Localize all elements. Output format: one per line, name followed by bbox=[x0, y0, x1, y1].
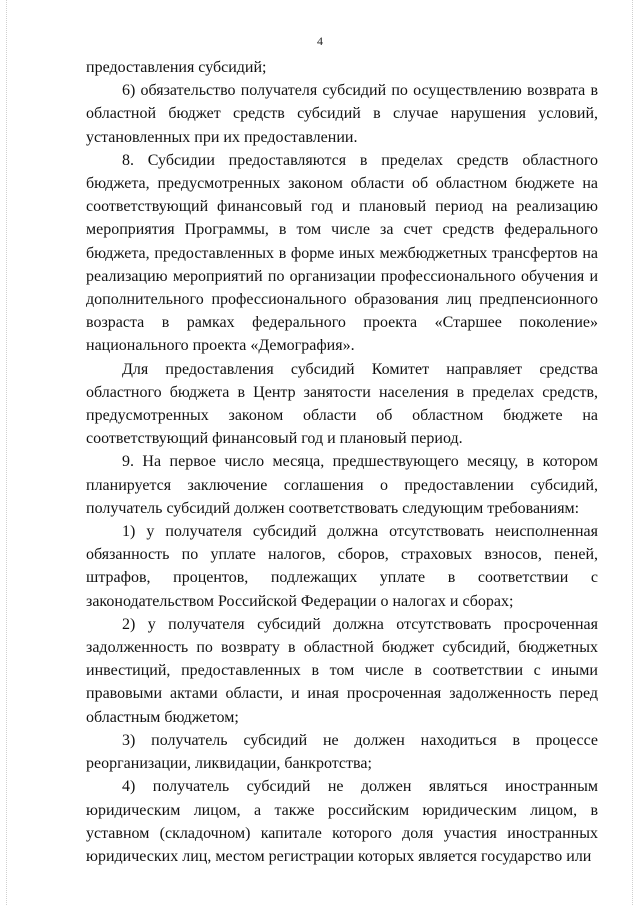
paragraph-clause-8: 8. Субсидии предоставляются в пределах средств областного бюджета, предусмотренных законом области об областном бюджете на соответствующий финансовый год и плановый период на реализацию мероприятия Программы, в том числе за счет средств федерального бюджета, предоставленных в форме иных межбюджетных трансфертов на реализацию мероприятий по организации профессионального обучения и дополнительного профессионального образования лиц предпенсионного возраста в рамках федерального проекта «Старшее поколение» национального проекта «Демография». bbox=[86, 151, 598, 355]
paragraph-continuation: предоставления субсидий; bbox=[86, 59, 267, 76]
document-body bbox=[86, 56, 598, 868]
paragraph-clause-9: 9. На первое число месяца, предшествующего месяцу, в котором планируется заключение соглашения о предоставлении субсидий, получатель субсидий должен соответствовать следующим требованиям: bbox=[86, 453, 598, 517]
paragraph-requirement-3: 3) получатель субсидий не должен находиться в процессе реорганизации, ликвидации, банкротства; bbox=[86, 731, 598, 773]
paragraph-requirement-2: 2) у получателя субсидий должна отсутствовать просроченная задолженность по возврату в областной бюджет субсидий, бюджетных инвестиций, предоставленных в том числе в соответствии с иными правовыми актами области, и иная просроченная задолженность перед областным бюджетом; bbox=[86, 615, 598, 726]
paragraph-committee-funding: Для предоставления субсидий Комитет направляет средства областного бюджета в Центр занятости населения в пределах средств, предусмотренных законом области об областном бюджете на соответствующий финансовый год и плановый период. bbox=[86, 360, 598, 448]
scan-margin-left bbox=[6, 0, 8, 905]
scan-margin-right bbox=[632, 0, 634, 905]
paragraph-requirement-4: 4) получатель субсидий не должен являться иностранным юридическим лицом, а также российским юридическим лицом, в уставном (складочном) капитале которого доля участия иностранных юридических лиц, местом регистрации которых является государство или bbox=[86, 778, 598, 865]
paragraph-item-6: 6) обязательство получателя субсидий по осуществлению возврата в областной бюджет средств субсидий в случае нарушения условий, установленных при их предоставлении. bbox=[86, 82, 598, 146]
page-number: 4 bbox=[317, 34, 323, 48]
paragraph-requirement-1: 1) у получателя субсидий должна отсутствовать неисполненная обязанность по уплате налогов, сборов, страховых взносов, пеней, штрафов, процентов, подлежащих уплате в соответствии с законодательством Российской Федерации о налогах и сборах; bbox=[86, 523, 598, 610]
